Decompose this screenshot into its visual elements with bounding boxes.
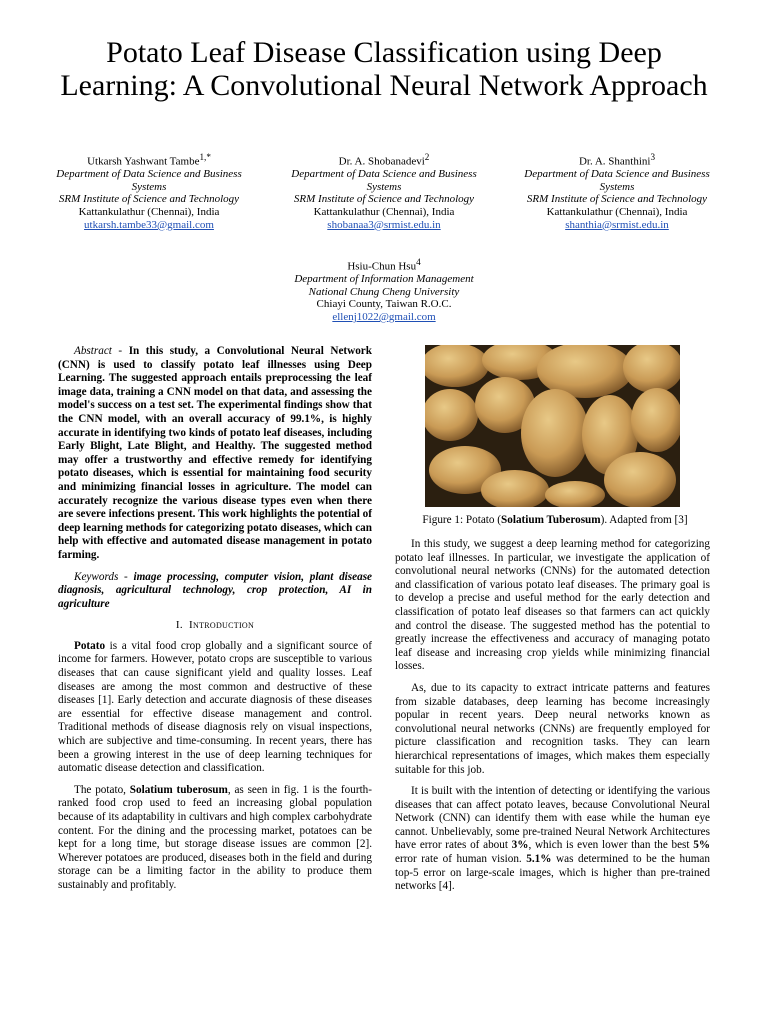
author-department: Department of Information Management [294,273,474,286]
author-email-link[interactable]: ellenj1022@gmail.com [332,311,436,324]
author-institution: SRM Institute of Science and Technology [526,193,708,206]
potatoes-illustration [425,345,680,507]
author-name: Dr. A. Shobanadevi$^2$ [338,152,430,168]
author-name: Hsiu-Chun Hsu$^4$ [347,257,421,273]
right-column [395,538,710,902]
body-paragraph-2: As, due to its capacity to extract intricate patterns and features from sizable databases, deep learning has become increasingly popular in recent years. Deep neural networks known as convolutional neural networks (CNNs) are frequently employed for picture classification and recognition tasks. They can learn hierarchical representations of images, which makes them especially suitable for this job. [395,681,710,776]
author-location: Chiayi County, Taiwan R.O.C. [316,298,452,311]
author-location: Kattankulathur (Chennai), India [78,206,220,219]
author-institution: SRM Institute of Science and Technology [293,193,475,206]
author-institution: National Chung Cheng University [308,285,460,298]
paper-title: Potato Leaf Disease Classification using Deep Learning: A Convolutional Neural Network Approach [60,36,708,102]
author-block-4 [279,256,489,324]
abstract: Abstract - In this study, a Convolutional Neural Network (CNN) is used to classify potato leaf illnesses using Deep Learning. The suggested approach entails preprocessing the leaf image data, training a CNN model on that data, and assessing the model's success on a test set. The experimental findings show that the CNN model, with an overall accuracy of 99.1%, is highly accurate in identifying two kinds of potato leaf diseases, including Early Blight, Late Blight, and Healthy. The suggested method may offer a trustworthy and effective remedy for identifying potato diseases, which is essential for maintaining food security and minimizing financial losses in agriculture. The model can accurately recognize the various disease types even when there are severe infections present. This work highlights the potential of deep learning methods for categorizing potato diseases, which can help with effective and automated disease management in potato farming. [58,345,372,561]
author-email-link[interactable]: shanthia@srmist.edu.in [565,218,669,231]
author-department: Department of Data Science and Business Systems [291,168,477,193]
author-block-2 [279,151,489,231]
intro-paragraph-2: The potato, Solatium tuberosum, as seen in fig. 1 is the fourth-ranked food crop used to feed an increasing global population because of its adaptability in cultivars and high complex carbohydrate content. For the dining and the processing market, potatoes can be kept for a long time, but storage disease issues are common [2]. Wherever potatoes are produced, diseases both in the field and during storage can be a limiting factor in the ability to produce them sustainably and profitably. [58,783,373,891]
author-block-1 [44,151,254,231]
body-paragraph-1: In this study, we suggest a deep learning method for categorizing potato leaf illnesses. In particular, we investigate the application of convolutional neural networks (CNNs) for the automated detection and classification of various potato leaf diseases. The primary goal is to develop a precise and useful method for the early detection and classification of potato leaf diseases so that farmers can act quickly and control the disease. The suggested method has the potential to greatly increase the effectiveness and accuracy of managing potato leaf disease and increasing crop yields while minimizing financial losses. [395,538,710,673]
author-department: Department of Data Science and Business Systems [524,168,710,193]
figure-caption: Figure 1: Potato (Solatium Tuberosum). Adapted from [3] [422,514,688,526]
keywords: Keywords - image processing, computer vision, plant disease diagnosis, agricultural technology, crop protection, AI in agriculture [58,570,373,610]
author-block-3 [512,151,722,231]
left-column [58,345,372,901]
author-name: Utkarsh Yashwant Tambe$^{1,*}$ [87,152,211,168]
intro-paragraph-1: Potato is a vital food crop globally and a significant source of income for farmers. However, potato crops are susceptible to various diseases that can cause significant yield and quality losses. Leaf diseases are among the most common and destructive of these diseases [1]. Early detection and accurate diagnosis of these diseases are essential for effective disease management and control. Traditional methods of disease diagnosis rely on visual inspections, which are subjective and time-consuming. In recent years, there has been a growing interest in the use of deep learning techniques for automatic disease detection and classification. [58,639,372,775]
author-department: Department of Data Science and Business Systems [56,168,242,193]
body-paragraph-3: It is built with the intention of detecting or identifying the various diseases that can affect potato leaves, because Convolutional Neural Network (CNN) can identify them with ease while the human eye cannot. Unbelievably, some pre-trained Neural Network Architectures have error rates of about 3%, which is even lower than the best 5% error rate of human vision. 5.1% was determined to be the human top-5 error on large-scale images, which is higher than pre-trained networks [4]. [395,785,710,893]
author-location: Kattankulathur (Chennai), India [546,206,688,219]
author-email-link[interactable]: utkarsh.tambe33@gmail.com [84,218,214,231]
author-location: Kattankulathur (Chennai), India [313,206,455,219]
author-name: Dr. A. Shanthini$^3$ [578,152,656,168]
potato-figure-image [425,345,680,507]
author-institution: SRM Institute of Science and Technology [58,193,240,206]
author-email-link[interactable]: shobanaa3@srmist.edu.in [327,218,441,231]
section-heading-introduction: I. Introduction [175,619,255,632]
